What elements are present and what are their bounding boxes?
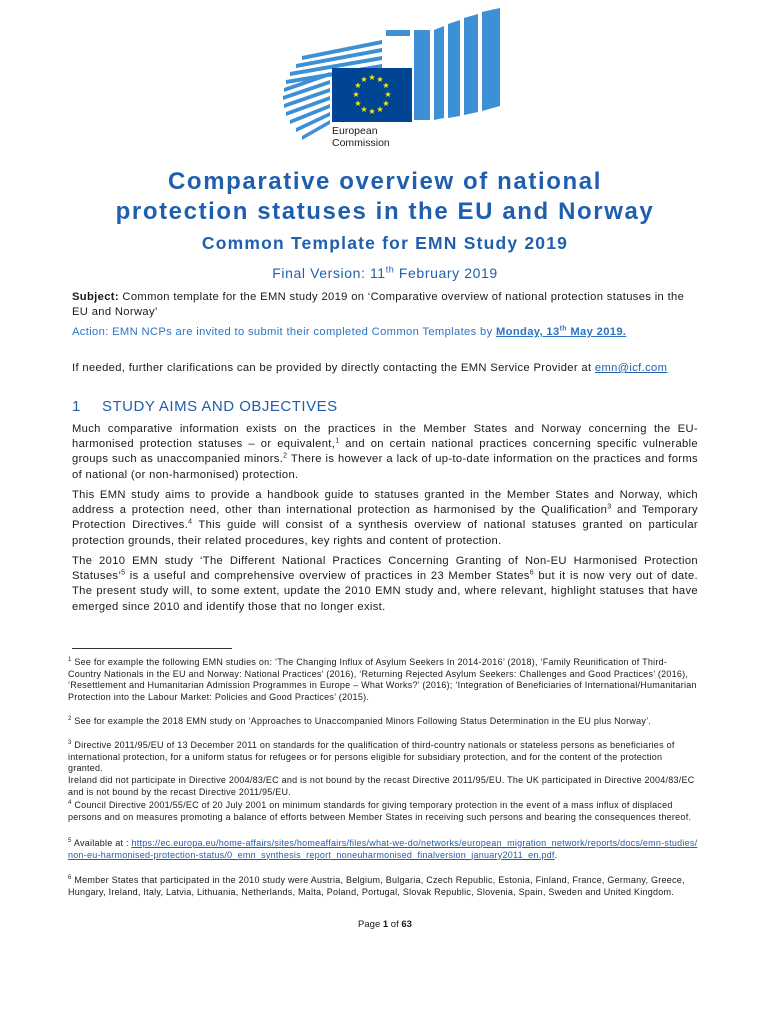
ec-logo-line1: European bbox=[332, 125, 378, 137]
footnote-separator bbox=[72, 648, 232, 649]
ec-logo-line2: Commission bbox=[332, 137, 390, 149]
action-text: EMN NCPs are invited to submit their completed Common Templates by bbox=[108, 326, 496, 338]
footnote-6 bbox=[68, 875, 700, 898]
contact-paragraph bbox=[72, 361, 698, 376]
footnote-6-number: 6 bbox=[68, 875, 72, 881]
footnote-1 bbox=[68, 657, 700, 704]
footnote-1-text: See for example the following EMN studies on: ‘The Changing Influx of Asylum Seekers In 2014-2016’ (2018), ‘Family Reunification of Third-Country Nationals in the EU and Norway: National Practices’ (2016), ‘Returning Rejected Asylum Seekers: Challenges and Good Practices’ (2016), ‘Resettlement and Humanitarian Admission Programmes in Europe – What Works?’ (2016); ‘Integration of Beneficiaries of International/Humanitarian Protection into the Labour Market: Policies and Good Practices’ (2015). bbox=[68, 657, 697, 703]
p1-text-b: and on certain national practices concerning specific vulnerable groups such as unaccompanied minors. bbox=[72, 438, 698, 466]
p1-text-a: Much comparative information exists on the practices in the Member States and Norway concerning the EU-harmonised protection statuses – or equivalent, bbox=[72, 423, 698, 451]
svg-text:★: ★ bbox=[382, 99, 390, 108]
footnote-5-text: Available at : bbox=[71, 838, 132, 848]
page-current: 1 bbox=[382, 919, 389, 930]
svg-text:★: ★ bbox=[360, 75, 368, 84]
footnote-ref-3[interactable]: 3 bbox=[607, 503, 612, 511]
svg-text:★: ★ bbox=[354, 99, 362, 108]
p3-text-b: is a useful and comprehensive overview of practices in 23 Member States bbox=[125, 570, 530, 583]
footnote-4-text: Council Directive 2001/55/EC of 20 July 2001 on minimum standards for giving temporary protection in the event of a mass influx of displaced persons and on measures promoting a balance of efforts between Member States in receiving such persons and bearing the consequences thereof. bbox=[68, 800, 692, 822]
version-pre: Final Version: 11 bbox=[272, 265, 386, 281]
svg-text:★: ★ bbox=[368, 73, 376, 82]
footnote-3-number: 3 bbox=[68, 740, 72, 746]
page-label: Page bbox=[358, 919, 383, 930]
footnote-3-extra: Ireland did not participate in Directive 2004/83/EC and is not bound by the recast Directive 2011/95/EU. The UK participated in Directive 2004/83/EC and is not bound by the recast Directive 2011/95/EU. bbox=[68, 775, 695, 797]
subject-paragraph bbox=[72, 290, 698, 320]
footnote-ref-6[interactable]: 6 bbox=[529, 569, 534, 577]
version-sup: th bbox=[385, 264, 395, 275]
footnote-ref-2[interactable]: 2 bbox=[283, 452, 288, 460]
page-of: of bbox=[388, 919, 402, 930]
document-subtitle: Common Template for EMN Study 2019 bbox=[201, 233, 569, 253]
footnote-ref-4[interactable]: 4 bbox=[188, 518, 193, 526]
section-number: 1 bbox=[72, 398, 81, 415]
p2-text-b: and Temporary Protection Directives. bbox=[72, 504, 698, 532]
page-total: 63 bbox=[401, 919, 412, 930]
svg-text:★: ★ bbox=[360, 105, 368, 114]
contact-email-link[interactable]: emn@icf.com bbox=[594, 362, 668, 374]
p2-text-a: This EMN study aims to provide a handbook guide to statuses granted in the Member States and Norway, which address a protection need, other than international protection as harmonised by the Qualification bbox=[72, 489, 698, 517]
svg-text:★: ★ bbox=[382, 81, 390, 90]
document-title-line1: Comparative overview of national bbox=[168, 168, 602, 195]
svg-text:★: ★ bbox=[354, 81, 362, 90]
footnote-6-text: Member States that participated in the 2010 study were Austria, Belgium, Bulgaria, Czech Republic, Estonia, Finland, France, Germany, Greece, Hungary, Ireland, Italy, Latvia, Lithuania, Netherlands, Malta, Poland, Portugal, Slovak Republic, Slovenia, Spain, Sweden and United Kingdom. bbox=[68, 875, 685, 897]
svg-text:★: ★ bbox=[384, 90, 392, 99]
subject-label: Subject: bbox=[72, 291, 119, 303]
version-line bbox=[60, 265, 710, 281]
footnote-5 bbox=[68, 838, 700, 861]
section-heading bbox=[72, 398, 338, 415]
p3-text-a: The 2010 EMN study ‘The Different National Practices Concerning Granting of Non-EU Harmonised Protection Statuses’ bbox=[72, 555, 698, 583]
p2-text-c: This guide will consist of a synthesis overview of national statuses granted on particular protection grounds, their related procedures, key rights and content of protection. bbox=[72, 519, 698, 547]
action-label: Action: bbox=[72, 326, 109, 338]
p1-text-c: There is however a lack of up-to-date information on the practices and forms of national (or non-harmonised) protection. bbox=[72, 453, 698, 481]
version-post: February 2019 bbox=[394, 265, 498, 281]
svg-text:★: ★ bbox=[376, 75, 384, 84]
ec-logo-text bbox=[332, 125, 390, 149]
body-paragraph-3 bbox=[72, 554, 698, 615]
p3-text-c: but it is now very out of date. The present study will, to some extent, update the 2010 EMN study and, where relevant, highlight statuses that have emerged since 2010 and identify those that no longer exist. bbox=[72, 570, 698, 613]
footnote-2-number: 2 bbox=[68, 716, 72, 722]
deadline-date bbox=[496, 326, 626, 338]
document-title-line2: protection statuses in the EU and Norway bbox=[115, 198, 655, 225]
footnote-2 bbox=[68, 716, 700, 728]
svg-text:★: ★ bbox=[376, 105, 384, 114]
body-paragraph-2 bbox=[72, 488, 698, 549]
footnote-3-text: Directive 2011/95/EU of 13 December 2011 on standards for the qualification of third-country nationals or stateless persons as beneficiaries of international protection, for a uniform status for refugees or for persons eligible for subsidiary protection, and for the content of the protection granted. bbox=[68, 740, 675, 774]
body-paragraph-1 bbox=[72, 422, 698, 483]
action-paragraph bbox=[72, 325, 698, 340]
footnote-5-link[interactable]: https://ec.europa.eu/home-affairs/sites/homeaffairs/files/what-we-do/networks/european_migration_network/reports/docs/emn-studies/non-eu-harmonised-protection-status/0_emn_synthesis_report_noneuharmonised_finalversion_january2011_en.pdf bbox=[68, 838, 698, 860]
footnote-3 bbox=[68, 740, 700, 799]
deadline-date-pre: Monday, 13 bbox=[495, 326, 560, 338]
page-number bbox=[0, 919, 770, 930]
footnote-5-post: . bbox=[554, 849, 558, 860]
footnote-2-text: See for example the 2018 EMN study on ‘Approaches to Unaccompanied Minors Following Status Determination in the EU plus Norway’. bbox=[71, 716, 652, 726]
svg-text:★: ★ bbox=[368, 107, 376, 116]
footnote-ref-5[interactable]: 5 bbox=[121, 569, 126, 577]
contact-text: If needed, further clarifications can be provided by directly contacting the EMN Service Provider at bbox=[72, 362, 595, 374]
svg-text:★: ★ bbox=[352, 90, 360, 99]
section-title: STUDY AIMS AND OBJECTIVES bbox=[102, 398, 338, 415]
subject-text: Common template for the EMN study 2019 on ‘Comparative overview of national protection statuses in the EU and Norway’ bbox=[72, 291, 685, 318]
deadline-date-post: May 2019. bbox=[566, 326, 627, 338]
footnote-4-number: 4 bbox=[68, 800, 72, 806]
footnote-4 bbox=[68, 800, 700, 823]
footnote-5-number: 5 bbox=[68, 838, 72, 844]
footnote-1-number: 1 bbox=[68, 657, 72, 663]
deadline-date-sup: th bbox=[559, 325, 567, 333]
footnote-ref-1[interactable]: 1 bbox=[335, 437, 340, 445]
